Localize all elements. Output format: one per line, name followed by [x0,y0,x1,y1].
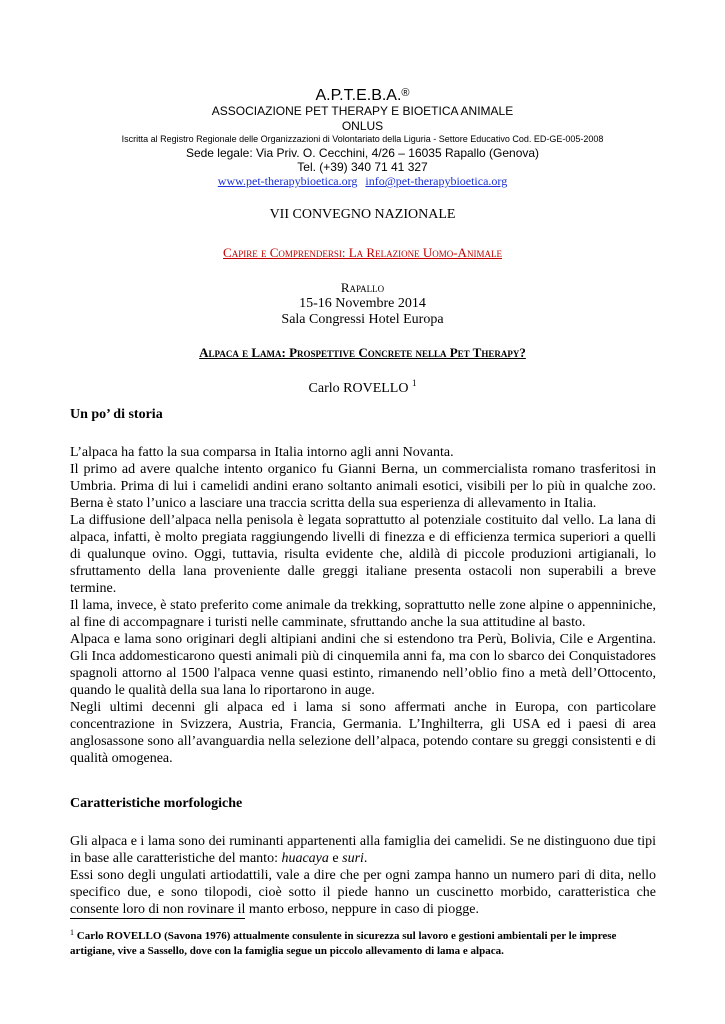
footnote-number: 1 [70,928,74,937]
footnote [70,925,656,959]
org-name: A.P.T.E.B.A.® [315,87,410,104]
footnote-ref: 1 [411,378,417,388]
contact-links [0,174,725,188]
website-link[interactable]: www.pet-therapybioetica.org [217,174,358,188]
conference-theme: Capire e Comprendersi: La Relazione Uomo-Animale [223,245,502,260]
paragraph: Il lama, invece, è stato preferito come animale da trekking, soprattutto nelle zone alpine o appenniniche, al fine di accompagnare i turisti nelle camminate, sfruttando anche la sua attitudine al basto. [70,598,656,630]
footnote-divider [70,918,245,919]
paragraph: Essi sono degli ungulati artiodattili, vale a dire che per ogni zampa hanno un numero pari di dita, nello specifico due, e sono tilopodi, cioè sotto il piede hanno un cuscinetto morbido, caratteristica che consente loro di non rovinare il manto erboso, neppure in caso di piogge. [70,868,656,917]
event-dates: 15-16 Novembre 2014 [299,296,426,311]
event-venue: Sala Congressi Hotel Europa [281,312,444,327]
talk-title: Alpaca e Lama: Prospettive Concrete nella Pet Therapy? [199,345,526,360]
paragraph: Gli alpaca e i lama sono dei ruminanti appartenenti alla famiglia dei camelidi. Se ne distinguono due tipi in base alle caratteristiche del manto: huacaya e suri. [70,834,656,866]
section-heading-storia: Un po’ di storia [70,407,163,422]
term-huacaya: huacaya [281,851,329,866]
section-body-storia [70,444,656,767]
registry-line: Iscritta al Registro Regionale delle Organizzazioni di Volontariato della Liguria - Settore Educativo Cod. ED-GE-005-2008 [121,134,604,144]
paragraph: L’alpaca ha fatto la sua comparsa in Italia intorno agli anni Novanta. [70,445,454,460]
org-type: ONLUS [341,119,384,133]
paragraph: Negli ultimi decenni gli alpaca ed i lama si sono affermati anche in Europa, con particolare concentrazione in Svizzera, Austria, Francia, Germania. L’Inghilterra, gli USA ed i paesi di area anglosassone sono all’avanguardia nella selezione dell’alpaca, potendo contare su greggi consistenti e di qualità omogenea. [70,700,656,766]
event-city: Rapallo [340,280,385,295]
email-link[interactable]: info@pet-therapybioetica.org [365,174,508,188]
tel-line: Tel. (+39) 340 71 41 327 [297,160,428,174]
convegno-title: VII CONVEGNO NAZIONALE [269,207,456,222]
paragraph: Il primo ad avere qualche intento organico fu Gianni Berna, un commercialista romano trasferitosi in Umbria. Prima di lui i camelidi andini erano soltanto animali esotici, visibili per lo più in qualche zoo. Berna è stato l’unico a lasciare una traccia scritta della sua esperienza di allevamento in Italia. [70,462,656,511]
section-heading-morfologia: Caratteristiche morfologiche [70,796,243,811]
paragraph: Alpaca e lama sono originari degli altipiani andini che si estendono tra Perù, Bolivia, Cile e Argentina. Gli Inca addomesticarono questi animali più di cinquemila anni fa, ma con lo sbarco dei Conquistadores spagnoli attorno al 1500 l'alpaca venne quasi estinto, rimanendo nell’oblio fino a metà dell’Ottocento, quando le qualità della sua lana lo riportarono in auge. [70,632,656,698]
section-body-morfologia [70,833,656,918]
org-full-name: ASSOCIAZIONE PET THERAPY E BIOETICA ANIMALE [211,104,514,118]
registered-mark: ® [401,87,410,99]
address-line: Sede legale: Via Priv. O. Cecchini, 4/26 – 16035 Rapallo (Genova) [185,146,540,160]
paragraph: La diffusione dell’alpaca nella penisola è legata soprattutto al potenziale costituito dal vello. La lana di alpaca, infatti, è molto pregiata raggiungendo livelli di finezza e di efficienza termica superiori a quelli di qualunque ovino. Oggi, tuttavia, risulta evidente che, aldilà di piccole produzioni artigianali, lo sfruttamento della lana proveniente dalle greggi italiane presenta ostacoli non superabili a breve termine. [70,513,656,596]
footnote-text: Carlo ROVELLO (Savona 1976) attualmente consulente in sicurezza sul lavoro e gestioni ambientali per le imprese artigiane, vive a Sassello, dove con la famiglia segue un piccolo allevamento di lama e alpaca. [70,930,617,957]
author-name: Carlo ROVELLO [308,381,409,396]
term-suri: suri [342,851,364,866]
author-line [0,375,725,397]
